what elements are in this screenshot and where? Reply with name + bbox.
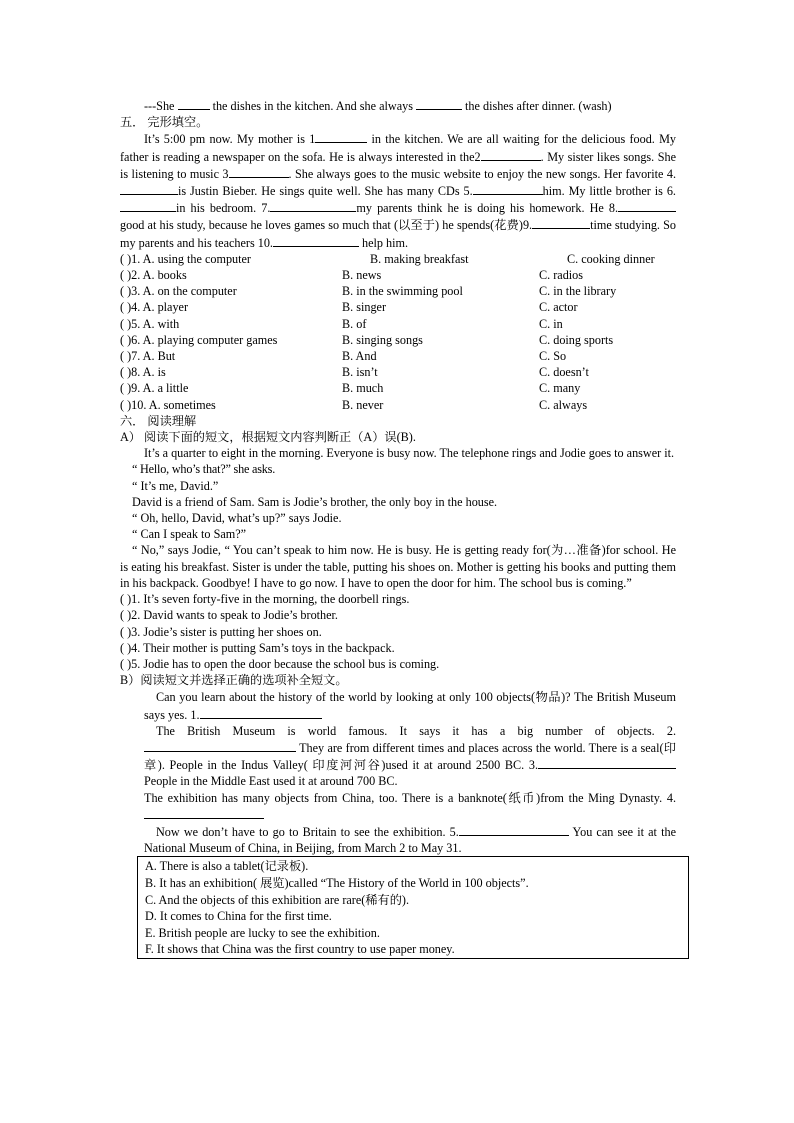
option-row[interactable]: ( )10. A. sometimes [120,397,216,412]
option-c[interactable]: C. actor [539,300,578,315]
cloze-blank-9[interactable] [532,216,590,229]
cloze-blank-10[interactable] [273,234,359,247]
option-f: F. It shows that China was the first country to use paper money. [145,942,455,957]
option-c[interactable]: C. in the library [539,284,617,299]
part-b-paragraph-2: The British Museum is world famous. It says it has a big number of objects. 2. They are from different times and places across the world. There is a seal(印章). People in the Indus Valley( 印度河河谷)used it at around 2500 BC. 3.People in the Middle East used it at around 700 BC. [144,723,676,789]
option-b: B. It has an exhibition( 展览)called “The History of the World in 100 objects”. [145,875,529,890]
option-c: C. And the objects of this exhibition are rare(稀有的). [145,892,410,907]
option-b[interactable]: B. And [342,349,377,364]
cloze-blank-1[interactable] [315,130,367,143]
reading-paragraph: It’s a quarter to eight in the morning. Everyone is busy now. The telephone rings and Jodie goes to answer it. [144,446,675,461]
option-b[interactable]: B. never [342,397,384,412]
reading-paragraph: David is a friend of Sam. Sam is Jodie’s brother, the only boy in the house. [132,494,498,509]
option-row[interactable]: ( )4. A. player [120,300,189,315]
dialogue-line: “ No,” says Jodie, “ You can’t speak to him now. He is busy. He is getting ready for(为…准备)for school. He is eating his breakfast. Sister is under the table, putting his shoes on. Mother is getting his books and putting them in his backpack. Goodbye! I have to go now. I have to open the door for him. The school bus is coming.” [120,543,676,590]
worksheet-page [120,97,676,959]
wash-question: ---She the dishes in the kitchen. And she always the dishes after dinner. (wash) [144,99,612,113]
option-row[interactable]: ( )5. A. with [120,316,180,331]
answer-blank[interactable] [416,97,462,110]
option-c[interactable]: C. doesn’t [539,365,589,380]
cloze-blank-3[interactable] [229,165,289,178]
cloze-blank-4[interactable] [120,182,178,195]
gap-blank-5[interactable] [459,823,569,836]
option-d: D. It comes to China for the first time. [145,909,332,924]
tf-statement[interactable]: ( )4. Their mother is putting Sam’s toys in the backpack. [120,640,395,655]
option-c[interactable]: C. cooking dinner [567,251,655,266]
dialogue-line: “ Hello, who’s that?” she asks. [132,462,276,477]
option-row[interactable]: ( )2. A. books [120,268,187,283]
options-box [137,856,689,959]
option-b[interactable]: B. singing songs [342,332,423,347]
option-row[interactable]: ( )7. A. But [120,349,176,364]
option-row[interactable]: ( )1. A. using the computer [120,251,251,266]
cloze-blank-2[interactable] [481,148,541,161]
tf-statement[interactable]: ( )1. It’s seven forty-five in the morning, the doorbell rings. [120,592,410,607]
gap-blank-1[interactable] [200,706,322,719]
option-c[interactable]: C. So [539,349,567,364]
tf-statement[interactable]: ( )3. Jodie’s sister is putting her shoes on. [120,624,322,639]
answer-blank[interactable] [178,97,210,110]
part-b-paragraph-1: Can you learn about the history of the world by looking at only 100 objects(物品)? The British Museum says yes. 1. [144,690,676,722]
cloze-options [120,251,676,413]
section-6-title: 六． 阅读理解 [120,413,197,428]
part-b-paragraph-4: Now we don’t have to go to Britain to see the exhibition. 5. You can see it at the National Museum of China, in Beijing, from March 2 to May 31. [144,824,676,856]
option-c[interactable]: C. radios [539,268,584,283]
option-e: E. British people are lucky to see the exhibition. [145,925,380,940]
option-row[interactable]: ( )9. A. a little [120,381,189,396]
option-c[interactable]: C. doing sports [539,332,614,347]
option-c[interactable]: C. many [539,381,581,396]
cloze-blank-5[interactable] [473,182,543,195]
part-b-instruction: B）阅读短文并选择正确的选项补全短文。 [120,673,348,688]
option-row[interactable]: ( )3. A. on the computer [120,284,237,299]
option-b[interactable]: B. news [342,268,382,283]
option-b[interactable]: B. much [342,381,384,396]
option-b[interactable]: B. singer [342,300,387,315]
option-c[interactable]: C. always [539,397,588,412]
option-row[interactable]: ( )8. A. is [120,365,166,380]
option-b[interactable]: B. making breakfast [370,251,469,266]
option-b[interactable]: B. isn’t [342,365,378,380]
dialogue-line: “ Can I speak to Sam?” [132,527,247,542]
option-a: A. There is also a tablet(记录板). [145,859,309,874]
dialogue-line: “ It’s me, David.” [132,478,219,493]
cloze-blank-7[interactable] [270,199,356,212]
part-b-paragraph-3: The exhibition has many objects from China, too. There is a banknote(纸币)from the Ming Dynasty. 4. [120,790,676,823]
tf-statement[interactable]: ( )5. Jodie has to open the door because the school bus is coming. [120,656,440,671]
gap-blank-4[interactable] [144,806,264,819]
section-5-title: 五． 完形填空。 [120,115,209,130]
option-c[interactable]: C. in [539,316,563,331]
option-b[interactable]: B. of [342,316,367,331]
cloze-blank-8[interactable] [618,199,676,212]
part-a-instruction: A） 阅读下面的短文，根据短文内容判断正（A）误(B). [120,430,416,445]
option-b[interactable]: B. in the swimming pool [342,284,463,299]
cloze-blank-6[interactable] [120,199,176,212]
option-row[interactable]: ( )6. A. playing computer games [120,332,278,347]
dialogue-line: “ Oh, hello, David, what’s up?” says Jodie. [132,511,342,526]
gap-blank-2[interactable] [144,739,296,752]
gap-blank-3[interactable] [538,756,676,769]
tf-statement[interactable]: ( )2. David wants to speak to Jodie’s brother. [120,608,338,623]
cloze-passage: It’s 5:00 pm now. My mother is 1 in the kitchen. We are all waiting for the delicious food. My father is reading a newspaper on the sofa. He is always interested in the2 . My sister likes songs. She is listening to music 3 . She always goes to the music website to enjoy the new songs. Her favorite 4. is Justin Bieber. He sings quite well. She has many CDs 5. him. My little brother is 6. in his bedroom. 7. my parents think he is doing his homework. He 8.good at his study, because he loves games so much that (以至于) he spends(花费)9. time studying. So my parents and his teachers 10. help him. [120,132,677,250]
